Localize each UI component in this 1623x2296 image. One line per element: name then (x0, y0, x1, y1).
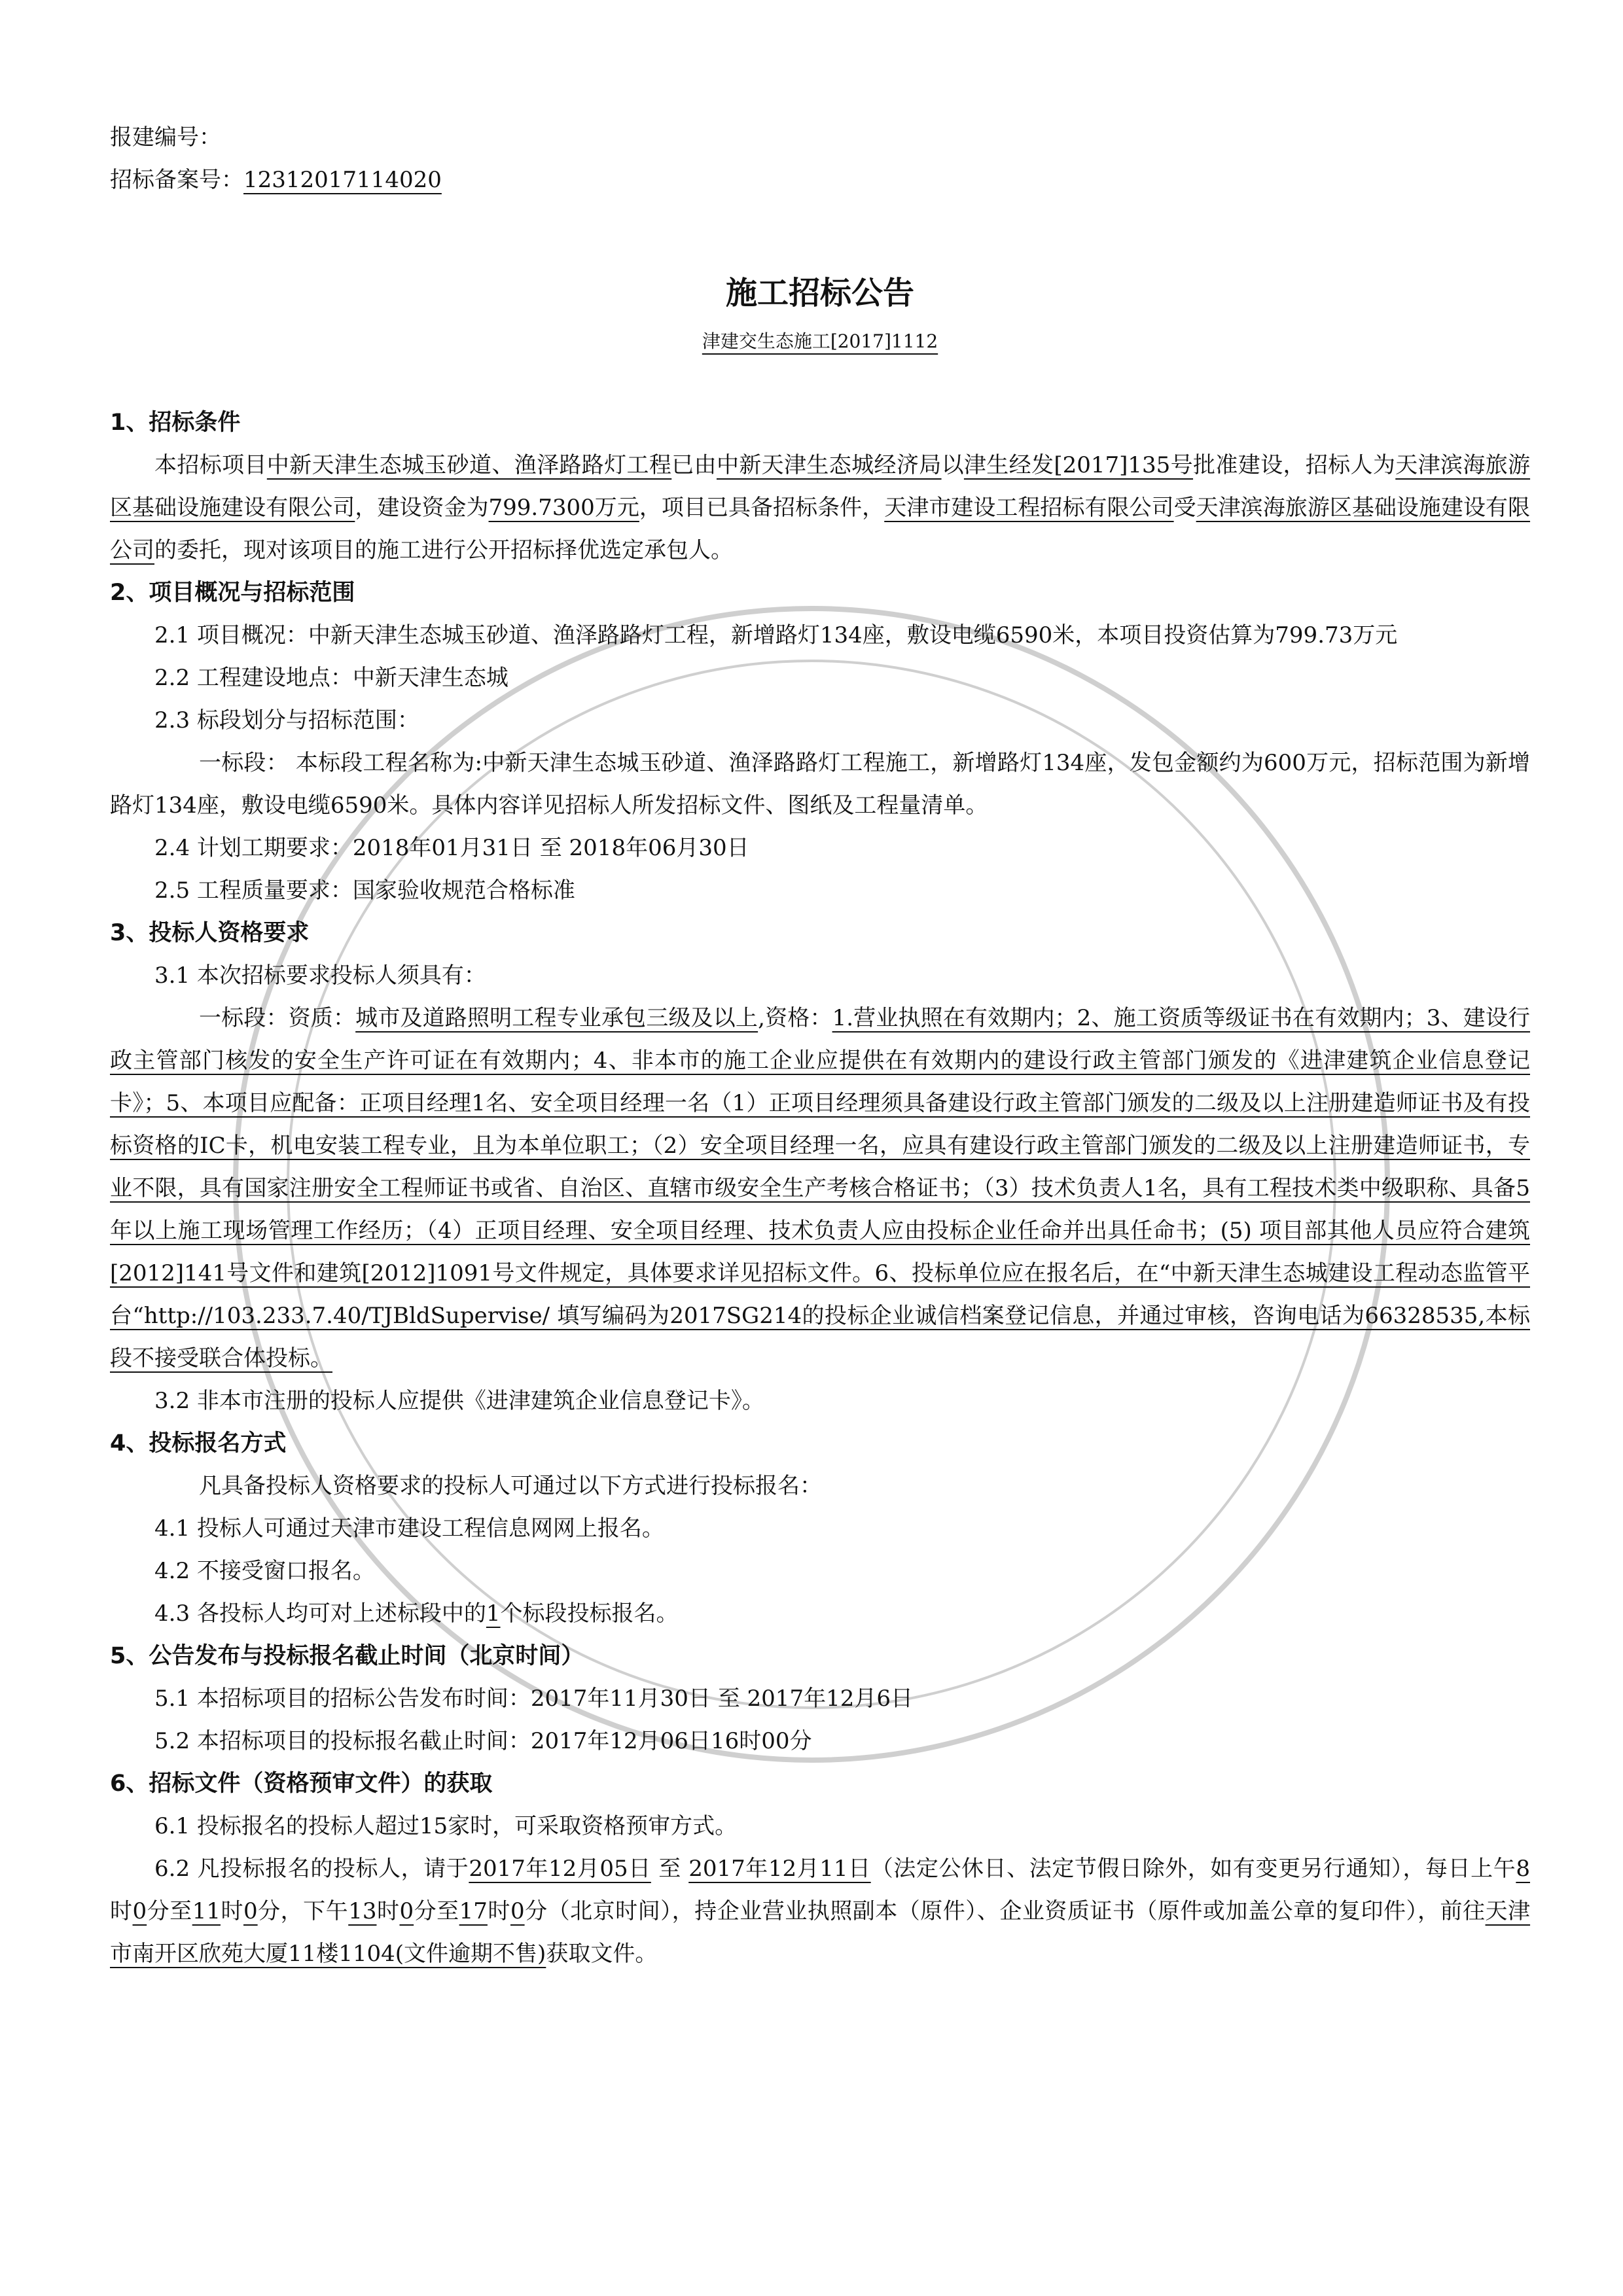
end-date: 2017年12月11日 (688, 1856, 871, 1882)
tenderer-2: 天津滨海旅游区基础设施建设有限公司 (110, 495, 1531, 563)
section-2-2: 2.2 工程建设地点：中新天津生态城 (154, 665, 508, 691)
report-number-line (110, 116, 1530, 159)
section-6-2: 6.2 凡投标报名的投标人，请于2017年12月05日 至 2017年12月11日（法定公休日、法定节假日除外，如有变更另行通知），每日上午8时0分至11时0分，下午13时0分至17时0分（北京时间），持企业营业执照副本（原件）、企业资质证书（原件或加盖公章的复印件），前往天津市南开区欣苑大厦11楼1104(文件逾期不售)获取文件。 (110, 1856, 1531, 1967)
filing-number-value: 12312017114020 (243, 167, 442, 193)
section-1-body: 本招标项目中新天津生态城玉砂道、渔泽路路灯工程已由中新天津生态城经济局以津生经发[2017]135号批准建设，招标人为天津滨海旅游区基础设施建设有限公司，建设资金为799.7300万元，项目已具备招标条件，天津市建设工程招标有限公司受天津滨海旅游区基础设施建设有限公司的委托，现对该项目的施工进行公开招标择优选定承包人。 (110, 452, 1531, 563)
section-5-1: 5.1 本招标项目的招标公告发布时间：2017年11月30日 至 2017年12月6日 (154, 1686, 913, 1712)
section-4-heading: 4、投标报名方式 (110, 1430, 287, 1457)
approval-document: 津生经发[2017]135号 (963, 452, 1194, 478)
section-4-intro: 凡具备投标人资格要求的投标人可通过以下方式进行投标报名： (199, 1473, 822, 1499)
section-4-3: 4.3 各投标人均可对上述标段中的1个标段投标报名。 (154, 1600, 679, 1627)
requirements: 1.营业执照在有效期内；2、施工资质等级证书在有效期内；3、建设行政主管部门核发的安全生产许可证在有效期内；4、非本市的施工企业应提供在有效期内的建设行政主管部门颁发的《进津建筑企业信息登记卡》；5、本项目应配备：正项目经理1名、安全项目经理一名（1）正项目经理须具备建设行政主管部门颁发的二级及以上注册建造师证书及有投标资格的IC卡，机电安装工程专业，且为本单位职工；（2）安全项目经理一名，应具有建设行政主管部门颁发的二级及以上注册建造师证书，专业不限，具有国家注册安全工程师证书或省、自治区、直辖市级安全生产考核合格证书；（3）技术负责人1名，具有工程技术类中级职称、具备5年以上施工现场管理工作经历；（4）正项目经理、安全项目经理、技术负责人应由投标企业任命并出具任命书；(5) 项目部其他人员应符合建筑[2012]141号文件和建筑[2012]1091号文件规定，具体要求详见招标文件。6、投标单位应在报名后，在“中新天津生态城建设工程动态监管平台“http://103.233.7.40/TJBldSupervise/ 填写编码为2017SG214的投标企业诚信档案登记信息，并通过审核，咨询电话为66328535,本标段不接受联合体投标。 (110, 1005, 1531, 1371)
filing-number-line (110, 159, 1530, 202)
approver: 中新天津生态城经济局 (716, 452, 942, 478)
funds: 799.7300万元 (488, 495, 639, 521)
section-5-heading: 5、公告发布与投标报名截止时间（北京时间） (110, 1643, 584, 1669)
section-2-3-lot: 一标段： 本标段工程名称为:中新天津生态城玉砂道、渔泽路路灯工程施工，新增路灯134座，发包金额约为600万元，招标范围为新增路灯134座，敷设电缆6590米。具体内容详见招标人所发招标文件、图纸及工程量清单。 (110, 750, 1530, 819)
section-2-1: 2.1 项目概况：中新天津生态城玉砂道、渔泽路路灯工程，新增路灯134座，敷设电缆6590米，本项目投资估算为799.73万元 (154, 622, 1398, 648)
section-4-2: 4.2 不接受窗口报名。 (154, 1558, 375, 1584)
section-2-4: 2.4 计划工期要求：2018年01月31日 至 2018年06月30日 (154, 835, 749, 861)
report-number-label: 报建编号： (110, 124, 221, 150)
section-3-heading: 3、投标人资格要求 (110, 920, 310, 946)
document-page (110, 116, 1530, 1975)
page-title: 施工招标公告 (725, 275, 914, 311)
section-4-1: 4.1 投标人可通过天津市建设工程信息网网上报名。 (154, 1515, 664, 1542)
section-6-1: 6.1 投标报名的投标人超过15家时，可采取资格预审方式。 (154, 1813, 738, 1839)
section-5-2: 5.2 本招标项目的投标报名截止时间：2017年12月06日16时00分 (154, 1728, 812, 1754)
section-6-heading: 6、招标文件（资格预审文件）的获取 (110, 1771, 493, 1797)
document-number: 津建交生态施工[2017]1112 (702, 330, 938, 352)
qualification: 城市及道路照明工程专业承包三级及以上 (355, 1005, 758, 1031)
section-3-1-lot: 一标段：资质：城市及道路照明工程专业承包三级及以上,资格：1.营业执照在有效期内；2、施工资质等级证书在有效期内；3、建设行政主管部门核发的安全生产许可证在有效期内；4、非本市的施工企业应提供在有效期内的建设行政主管部门颁发的《进津建筑企业信息登记卡》；5、本项目应配备：正项目经理1名、安全项目经理一名（1）正项目经理须具备建设行政主管部门颁发的二级及以上注册建造师证书及有投标资格的IC卡，机电安装工程专业，且为本单位职工；（2）安全项目经理一名，应具有建设行政主管部门颁发的二级及以上注册建造师证书，专业不限，具有国家注册安全工程师证书或省、自治区、直辖市级安全生产考核合格证书；（3）技术负责人1名，具有工程技术类中级职称、具备5年以上施工现场管理工作经历；（4）正项目经理、安全项目经理、技术负责人应由投标企业任命并出具任命书；(5) 项目部其他人员应符合建筑[2012]141号文件和建筑[2012]1091号文件规定，具体要求详见招标文件。6、投标单位应在报名后，在“中新天津生态城建设工程动态监管平台“http://103.233.7.40/TJBldSupervise/ 填写编码为2017SG214的投标企业诚信档案登记信息，并通过审核，咨询电话为66328535,本标段不接受联合体投标。 (110, 1005, 1531, 1371)
section-1-heading: 1、招标条件 (110, 410, 241, 436)
section-3-2: 3.2 非本市注册的投标人应提供《进津建筑企业信息登记卡》。 (154, 1388, 764, 1414)
section-3-1: 3.1 本次招标要求投标人须具有： (154, 963, 486, 989)
pickup-location: 天津市南开区欣苑大厦11楼1104(文件逾期不售) (110, 1898, 1531, 1967)
filing-number-label: 招标备案号： (110, 167, 243, 193)
tender-agent: 天津市建设工程招标有限公司 (884, 495, 1174, 521)
project-name: 中新天津生态城玉砂道、渔泽路路灯工程 (266, 452, 672, 478)
section-2-heading: 2、项目概况与招标范围 (110, 580, 355, 606)
start-date: 2017年12月05日 (469, 1856, 651, 1882)
section-2-5: 2.5 工程质量要求：国家验收规范合格标准 (154, 877, 575, 904)
tenderer: 天津滨海旅游区基础设施建设有限公司 (110, 452, 1531, 521)
section-2-3: 2.3 标段划分与招标范围： (154, 707, 419, 733)
